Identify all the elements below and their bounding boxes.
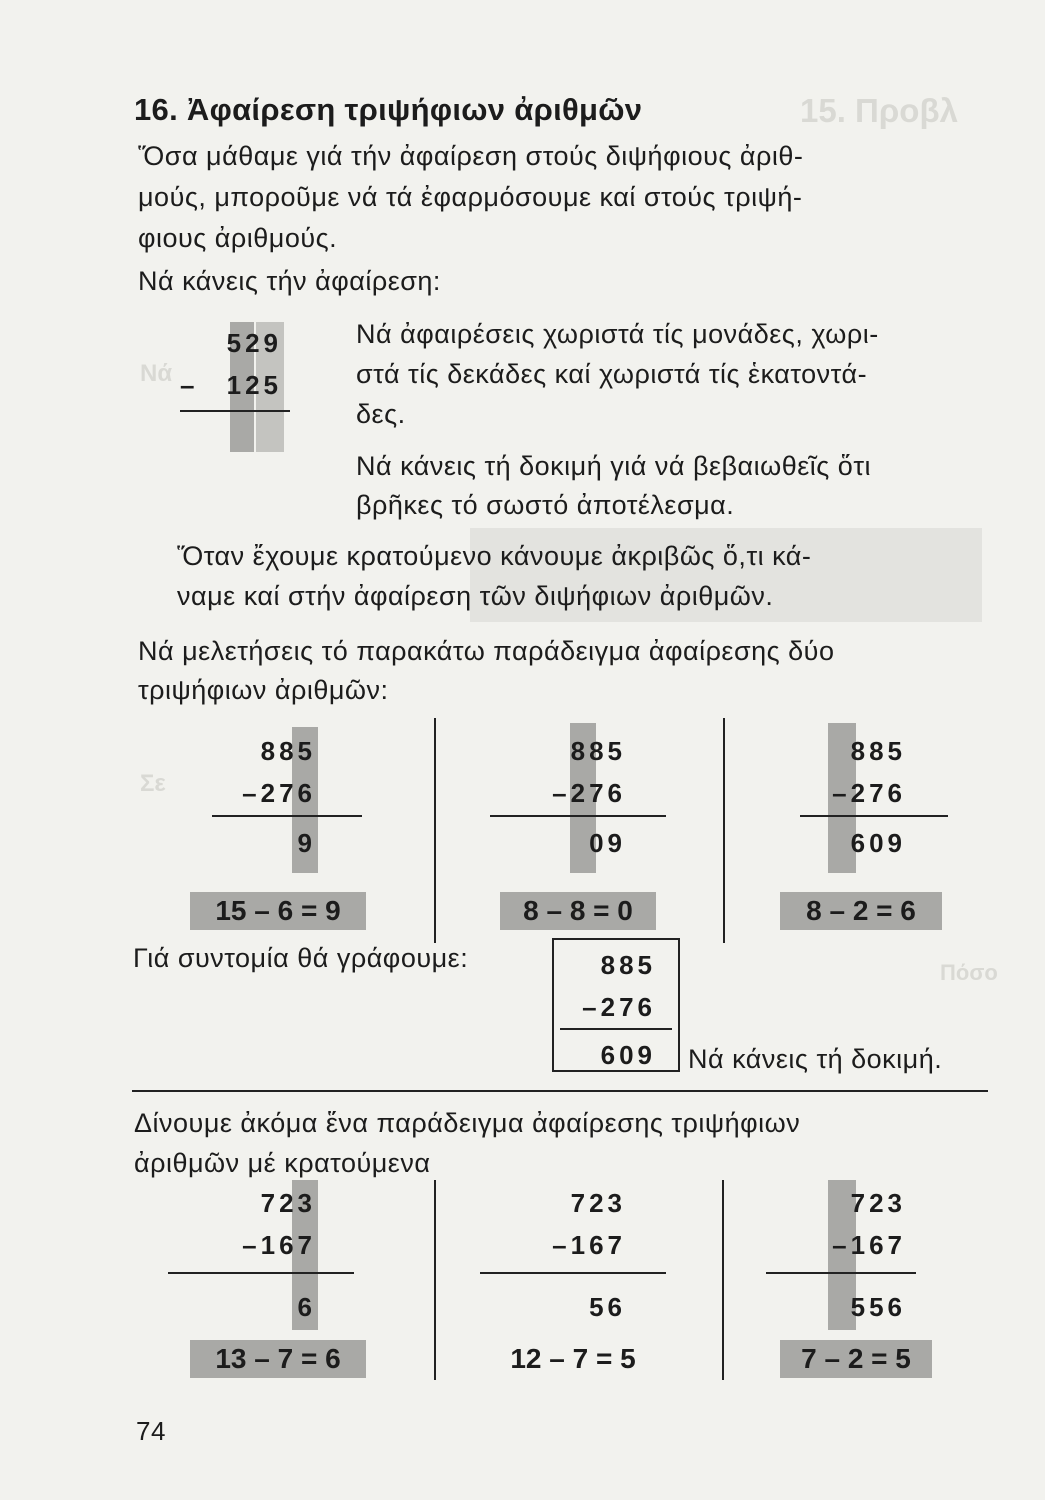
shorthand-check: Νά κάνεις τή δοκιμή.: [688, 1044, 943, 1074]
instruction-line-3: δες.: [356, 399, 406, 429]
example2-b-line: [480, 1272, 666, 1274]
ghost-line-1: Νά: [140, 360, 173, 387]
example1-c-top: 885: [850, 736, 906, 766]
example2-a-equation: 13 – 7 = 6: [190, 1340, 366, 1378]
example1-divider-2: [723, 718, 725, 943]
instruction-line-2: στά τίς δεκάδες καί χωριστά τίς ἑκατοντά-: [356, 359, 868, 389]
do-subtraction-label: Νά κάνεις τήν ἀφαίρεση:: [138, 266, 441, 296]
another-line-2: ἀριθμῶν μέ κρατούμενα: [134, 1148, 431, 1178]
shorthand-result: 609: [600, 1040, 656, 1070]
example1-c-equation: 8 – 2 = 6: [780, 892, 942, 930]
borrow-note-line-1: Ὅταν ἔχουμε κρατούμενο κάνουμε ἀκριβῶς ὅ,τι κά-: [177, 541, 812, 571]
example2-b-result: 56: [589, 1292, 626, 1322]
ghost-line-3: Σε: [140, 770, 166, 797]
shorthand-line: [560, 1028, 672, 1030]
minus-sign: –: [180, 370, 199, 400]
example2-divider-1: [434, 1180, 436, 1380]
example1-a-line: [212, 815, 362, 817]
page-number: 74: [136, 1416, 166, 1446]
example1-b-equation: 8 – 8 = 0: [500, 892, 656, 930]
example1-c-line: [800, 815, 948, 817]
shorthand-label: Γιά συντομία θά γράφουμε:: [133, 943, 469, 973]
section-divider: [132, 1090, 988, 1092]
example2-c-equation: 7 – 2 = 5: [780, 1340, 932, 1378]
page-title: 16. Ἀφαίρεση τριψήφιων ἀριθμῶν: [134, 92, 643, 127]
example2-c-result: 556: [850, 1292, 906, 1322]
check-line-1: Νά κάνεις τή δοκιμή γιά νά βεβαιωθεῖς ὅτι: [356, 451, 871, 481]
another-line-1: Δίνουμε ἀκόμα ἕνα παράδειγμα ἀφαίρεσης τριψήφιων: [134, 1108, 801, 1138]
example1-a-bottom: –276: [242, 778, 316, 808]
example1-b-bottom: –276: [552, 778, 626, 808]
example2-a-result: 6: [297, 1292, 316, 1322]
example1-divider-1: [434, 718, 436, 943]
instruction-line-1: Νά ἀφαιρέσεις χωριστά τίς μονάδες, χωρι-: [356, 319, 879, 349]
ghost-title: 15. Προβλ: [800, 92, 958, 129]
example2-b-equation: 12 – 7 = 5: [510, 1343, 636, 1374]
ghost-line-6: Πόσο: [940, 960, 998, 985]
example2-c-bottom: –167: [832, 1230, 906, 1260]
example2-b-top: 723: [570, 1188, 626, 1218]
example1-b-line: [490, 815, 666, 817]
shorthand-bottom: –276: [582, 992, 656, 1022]
example1-a-equation: 15 – 6 = 9: [190, 892, 366, 930]
first-bottom-number: 125: [226, 370, 282, 400]
example2-c-line: [766, 1272, 916, 1274]
example2-divider-2: [722, 1180, 724, 1380]
study-line-1: Νά μελετήσεις τό παρακάτω παράδειγμα ἀφαίρεσης δύο: [138, 636, 835, 666]
example1-c-bottom: –276: [832, 778, 906, 808]
example2-c-top: 723: [850, 1188, 906, 1218]
shorthand-top: 885: [600, 950, 656, 980]
first-result-line: [180, 410, 290, 412]
example2-a-bottom: –167: [242, 1230, 316, 1260]
example2-a-top: 723: [260, 1188, 316, 1218]
example1-c-result: 609: [850, 828, 906, 858]
example2-b-bottom: –167: [552, 1230, 626, 1260]
check-line-2: βρῆκες τό σωστό ἀποτέλεσμα.: [356, 490, 735, 520]
example1-b-result: 09: [589, 828, 626, 858]
intro-line-3: φιους ἀριθμούς.: [138, 223, 338, 253]
intro-line-2: μούς, μποροῦμε νά τά ἐφαρμόσουμε καί στούς τριψή-: [138, 182, 803, 212]
borrow-note-line-2: ναμε καί στήν ἀφαίρεση τῶν διψήφιων ἀριθμῶν.: [177, 581, 774, 611]
example1-b-top: 885: [570, 736, 626, 766]
study-line-2: τριψήφιων ἀριθμῶν:: [138, 675, 389, 705]
first-top-number: 529: [226, 328, 282, 358]
example1-a-result: 9: [297, 828, 316, 858]
intro-line-1: Ὅσα μάθαμε γιά τήν ἀφαίρεση στούς διψήφιους ἀριθ-: [138, 141, 804, 171]
example2-a-line: [168, 1272, 354, 1274]
example1-a-top: 885: [260, 736, 316, 766]
